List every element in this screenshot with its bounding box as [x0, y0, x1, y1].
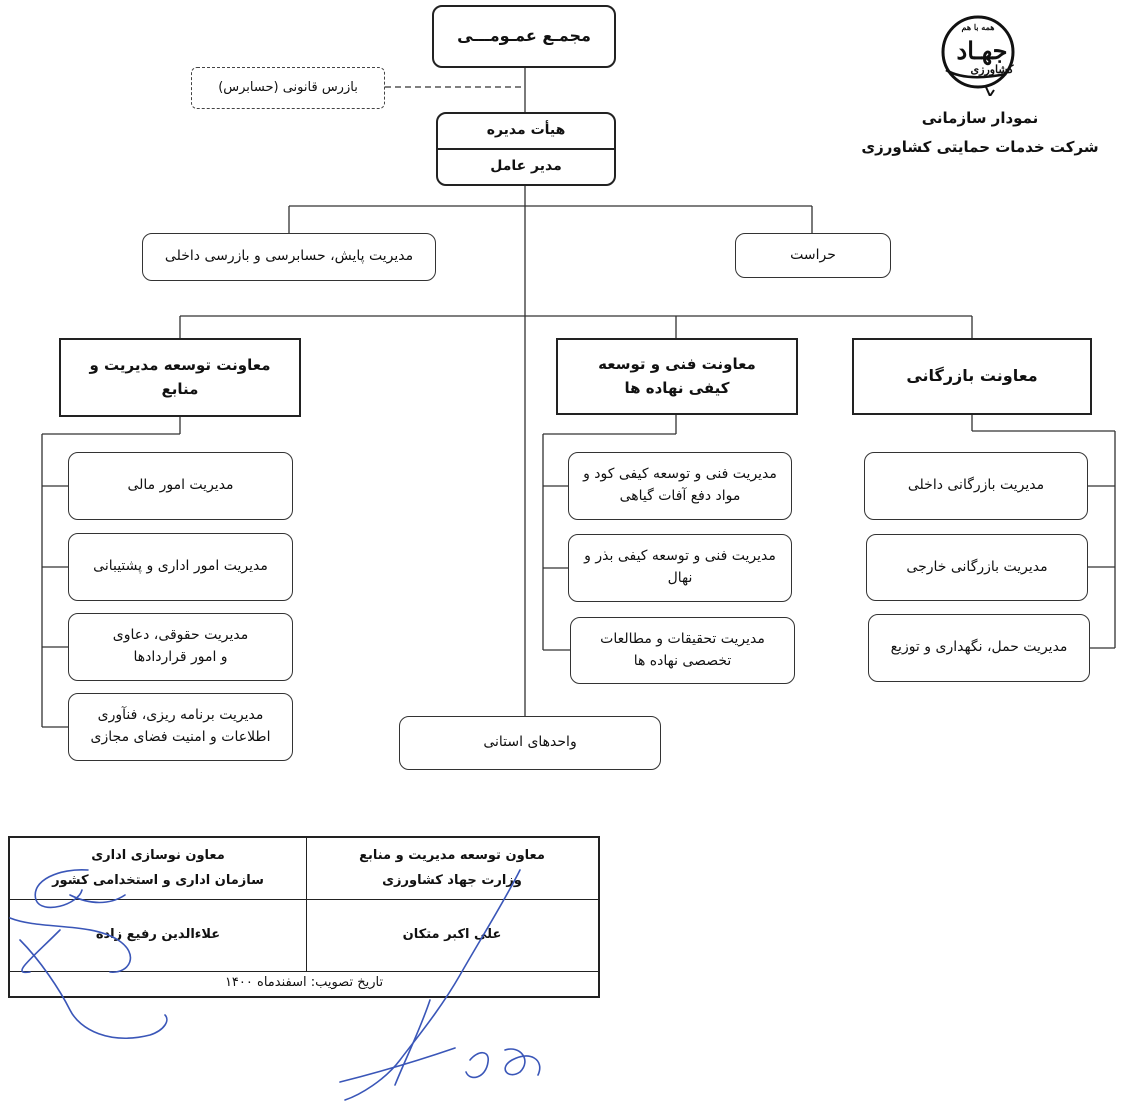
- dept-technical-box: معاونت فنی و توسعه کیفی نهاده ها: [556, 338, 798, 415]
- auditor-box: بازرس قانونی (حسابرس): [191, 67, 385, 109]
- audit-management-box: مدیریت پایش، حسابرسی و بازرسی داخلی: [142, 233, 436, 281]
- approval-date: تاریخ تصویب: اسفندماه ۱۴۰۰: [224, 975, 384, 991]
- research-box: مدیریت تحقیقات و مطالعات تخصصی نهاده ها: [570, 617, 795, 684]
- finance-box: مدیریت امور مالی: [68, 452, 293, 520]
- dept-commerce-box: معاونت بازرگانی: [852, 338, 1092, 415]
- domestic-trade-box: مدیریت بازرگانی داخلی: [864, 452, 1088, 520]
- left-signatory-name: علاءالدین رفیع زاده: [95, 926, 221, 942]
- right-signatory-name: علی اکبر متکان: [402, 926, 502, 942]
- board-ceo-box: [436, 112, 616, 186]
- provincial-units-box: واحدهای استانی: [399, 716, 661, 770]
- right-signatory-title: معاون توسعه مدیریت و منابع وزارت جهاد کشاورزی: [359, 847, 545, 888]
- planning-box: مدیریت برنامه ریزی، فنآوری اطلاعات و امنیت فضای مجازی: [68, 693, 293, 761]
- security-box: حراست: [735, 233, 891, 278]
- svg-text:همه با هم: همه با هم: [961, 22, 995, 32]
- seed-box: مدیریت فنی و توسعه کیفی بذر و نهال: [568, 534, 792, 602]
- fertilizer-box: مدیریت فنی و توسعه کیفی کود و مواد دفع آفات گیاهی: [568, 452, 792, 520]
- legal-box: مدیریت حقوقی، دعاوی و امور قراردادها: [68, 613, 293, 681]
- dept-resources-box: معاونت توسعه مدیریت و منابع: [59, 338, 301, 417]
- chart-title: نمودار سازمانی شرکت خدمات حمایتی کشاورزی: [861, 109, 1099, 156]
- left-signatory-title: معاون نوسازی اداری سازمان اداری و استخدامی کشور: [52, 847, 264, 888]
- foreign-trade-box: مدیریت بازرگانی خارجی: [866, 534, 1088, 601]
- jahad-keshavarzi-logo: [926, 12, 1040, 96]
- svg-text:جهـاد: جهـاد: [956, 36, 1008, 65]
- ceo-label: مدیر عامل: [490, 158, 562, 175]
- general-assembly-box: مجمـع عمـومـــی: [432, 5, 616, 68]
- svg-text:کشاورزی: کشاورزی: [970, 63, 1014, 76]
- admin-support-box: مدیریت امور اداری و پشتیبانی: [68, 533, 293, 601]
- board-label: هیأت مدیره: [438, 114, 614, 150]
- logistics-box: مدیریت حمل، نگهداری و توزیع: [868, 614, 1090, 682]
- signature-table: [8, 836, 600, 998]
